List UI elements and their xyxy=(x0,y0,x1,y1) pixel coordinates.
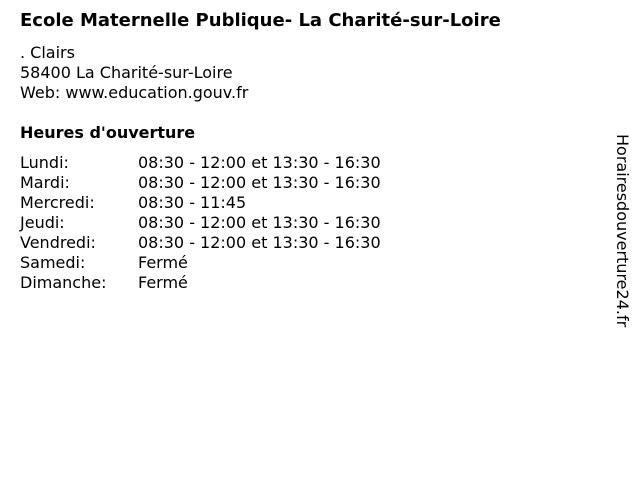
hours-row-sunday xyxy=(20,273,381,293)
address-street: . Clairs xyxy=(20,43,75,62)
time-value: 08:30 - 12:00 et 13:30 - 16:30 xyxy=(138,153,381,172)
day-label: Mercredi: xyxy=(20,193,95,212)
time-value: 08:30 - 12:00 et 13:30 - 16:30 xyxy=(138,213,381,232)
hours-row-saturday xyxy=(20,253,381,273)
day-label: Vendredi: xyxy=(20,233,96,252)
hours-row-thursday xyxy=(20,213,381,233)
time-value: Fermé xyxy=(138,253,188,272)
hours-row-tuesday xyxy=(20,173,381,193)
address-block xyxy=(20,43,248,103)
day-label: Samedi: xyxy=(20,253,86,272)
time-value: 08:30 - 11:45 xyxy=(138,193,247,212)
day-label: Dimanche: xyxy=(20,273,107,292)
hours-row-friday xyxy=(20,233,381,253)
site-watermark: Horairesdouverture24.fr xyxy=(613,134,632,328)
time-value: Fermé xyxy=(138,273,188,292)
day-label: Jeudi: xyxy=(20,213,65,232)
hours-table xyxy=(20,153,381,293)
hours-row-wednesday xyxy=(20,193,381,213)
time-value: 08:30 - 12:00 et 13:30 - 16:30 xyxy=(138,173,381,192)
hours-heading: Heures d'ouverture xyxy=(20,123,196,142)
address-city: 58400 La Charité-sur-Loire xyxy=(20,63,233,82)
hours-row-monday xyxy=(20,153,381,173)
time-value: 08:30 - 12:00 et 13:30 - 16:30 xyxy=(138,233,381,252)
address-web: Web: www.education.gouv.fr xyxy=(20,83,249,102)
day-label: Mardi: xyxy=(20,173,70,192)
page-title: Ecole Maternelle Publique- La Charité-sur-Loire xyxy=(20,10,501,31)
day-label: Lundi: xyxy=(20,153,69,172)
